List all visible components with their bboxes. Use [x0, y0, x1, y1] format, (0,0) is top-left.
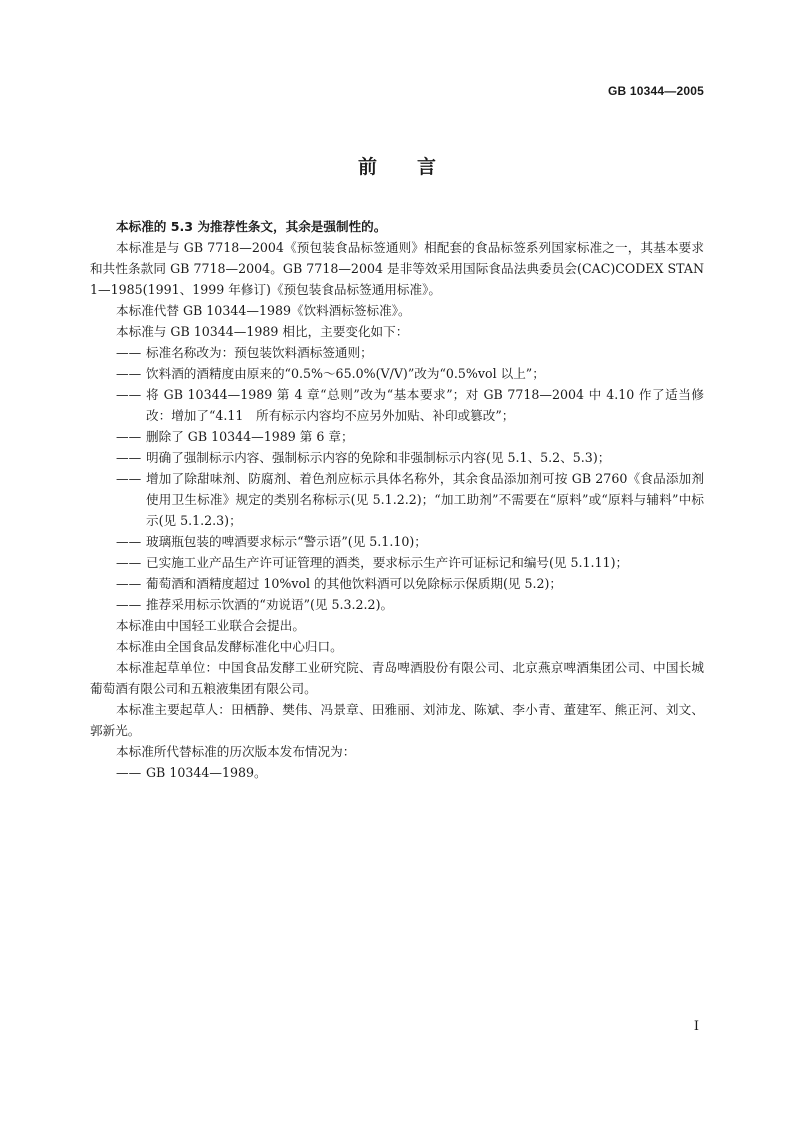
dash-mark: —— [116, 387, 142, 402]
dash-mark: —— [116, 765, 142, 780]
change-item-text: 推荐采用标示饮酒的“劝说语”(见 5.3.2.2)。 [146, 597, 394, 612]
change-item [90, 594, 704, 615]
paragraph-drafters: 本标准主要起草人：田栖静、樊伟、冯景章、田雅丽、刘沛龙、陈斌、李小青、董建军、熊正河、刘文、郭新光。 [90, 702, 704, 738]
change-item-text: 将 GB 10344—1989 第 4 章“总则”改为“基本要求”；对 GB 7718—2004 中 4.10 作了适当修改：增加了“4.11 所有标示内容均不应另外加贴、补印或篡改”； [146, 387, 704, 423]
dash-mark: —— [116, 576, 142, 591]
page-number: I [693, 1019, 699, 1034]
paragraph-drafting-units: 本标准起草单位：中国食品发酵工业研究院、青岛啤酒股份有限公司、北京燕京啤酒集团公司、中国长城葡萄酒有限公司和五粮液集团有限公司。 [90, 660, 704, 696]
change-item-text: 已实施工业产品生产许可证管理的酒类，要求标示生产许可证标记和编号(见 5.1.11)； [146, 555, 629, 570]
dash-mark: —— [116, 366, 142, 381]
page-title: 前言 [357, 156, 476, 178]
dash-mark: —— [116, 450, 142, 465]
change-item-text: 葡萄酒和酒精度超过 10%vol 的其他饮料酒可以免除标示保质期(见 5.2)； [146, 576, 563, 591]
change-item-text: 增加了除甜味剂、防腐剂、着色剂应标示具体名称外，其余食品添加剂可按 GB 2760《食品添加剂使用卫生标准》规定的类别名称标示(见 5.1.2.2)；“加工助剂”不需要在“原料”或“原料与辅料”中标示(见 5.1.2.3)； [146, 471, 704, 528]
change-item [90, 384, 704, 426]
paragraph-related-standard: 本标准是与 GB 7718—2004《预包装食品标签通则》相配套的食品标签系列国家标准之一，其基本要求和共性条款同 GB 7718—2004。GB 7718—2004 是非等效采用国际食品法典委员会(CAC)CODEX STAN 1—1985(1991、1999 年修订)《预包装食品标签通用标准》。 [90, 240, 704, 297]
change-item [90, 447, 704, 468]
change-item [90, 342, 704, 363]
change-item-text: 明确了强制标示内容、强制标示内容的免除和非强制标示内容(见 5.1、5.2、5.3)； [146, 450, 611, 465]
paragraph-centralized: 本标准由全国食品发酵标准化中心归口。 [116, 639, 343, 654]
change-item [90, 426, 704, 447]
change-item [90, 363, 704, 384]
change-item [90, 573, 704, 594]
change-item-text: 删除了 GB 10344—1989 第 6 章； [146, 429, 354, 444]
change-item [90, 552, 704, 573]
change-item-text: 玻璃瓶包装的啤酒要求标示“警示语”(见 5.1.10)； [146, 534, 427, 549]
change-item-text: 饮料酒的酒精度由原来的“0.5%～65.0%(V/V)”改为“0.5%vol 以上”； [146, 366, 545, 381]
dash-mark: —— [116, 345, 142, 360]
dash-mark: —— [116, 555, 142, 570]
change-item-text: 标准名称改为：预包装饮料酒标签通则； [146, 345, 373, 360]
document-code: GB 10344—2005 [608, 84, 704, 98]
dash-mark: —— [116, 429, 142, 444]
foreword-body [90, 216, 704, 783]
paragraph-changes-intro: 本标准与 GB 10344—1989 相比，主要变化如下： [116, 324, 409, 339]
paragraph-recommendation-note: 本标准的 5.3 为推荐性条文，其余是强制性的。 [116, 219, 387, 234]
change-item [90, 468, 704, 531]
change-item [90, 531, 704, 552]
dash-mark: —— [116, 534, 142, 549]
paragraph-proposer: 本标准由中国轻工业联合会提出。 [116, 618, 305, 633]
paragraph-replaces: 本标准代替 GB 10344—1989《饮料酒标签标准》。 [116, 303, 411, 318]
paragraph-history-intro: 本标准所代替标准的历次版本发布情况为： [116, 744, 356, 759]
dash-mark: —— [116, 597, 142, 612]
history-item [90, 762, 704, 783]
history-item-text: GB 10344—1989。 [146, 765, 267, 780]
dash-mark: —— [116, 471, 142, 486]
